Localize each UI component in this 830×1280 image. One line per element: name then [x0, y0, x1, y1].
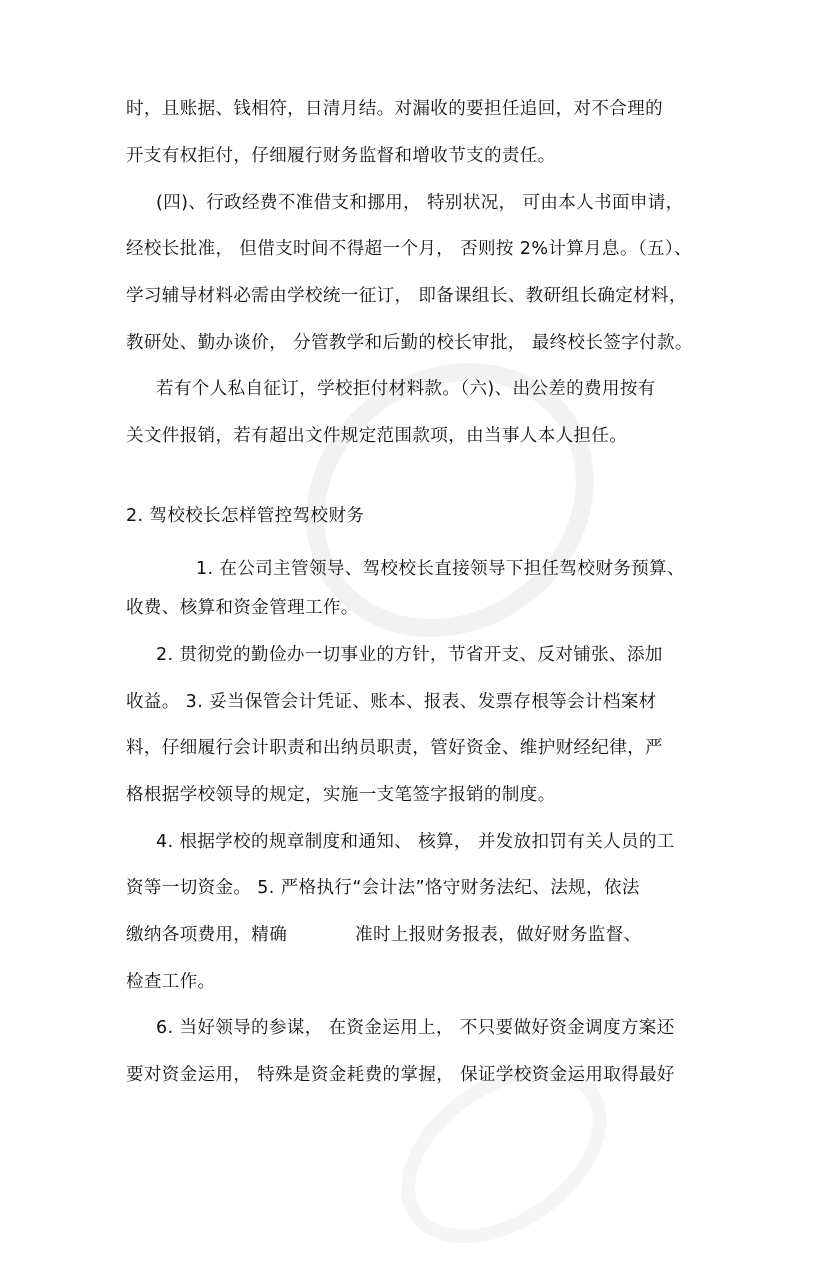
text-line-13: 收益。 3. 妥当保管会计凭证、账本、报表、发票存根等会计档案材 — [126, 692, 657, 712]
text-line-20: 6. 当好领导的参谋， 在资金运用上， 不只要做好资金调度方案还 — [156, 1018, 675, 1038]
text-line-5: 学习辅导材料必需由学校统一征订， 即备课组长、教研组长确定材料， — [126, 286, 687, 306]
text-line-3: (四)、行政经费不准借支和挪用， 特别状况， 可由本人书面申请， — [156, 193, 684, 213]
text-line-18-part-2: 准时上报财务报表，做好财务监督、 — [355, 925, 642, 945]
text-line-8: 关文件报销，若有超出文件规定范围款项，由当事人本人担任。 — [126, 426, 628, 446]
text-line-18 — [126, 922, 642, 948]
text-line-19: 检查工作。 — [126, 972, 216, 992]
text-line-17: 资等一切资金。 5. 严格执行“会计法”恪守财务法纪、法规，依法 — [126, 878, 640, 898]
text-line-15: 格根据学校领导的规定，实施一支笔签字报销的制度。 — [126, 785, 556, 805]
text-line-4: 经校长批准， 但借支时间不得超一个月， 否则按 2%计算月息。（五）、 — [126, 239, 692, 259]
text-line-21: 要对资金运用， 特殊是资金耗费的掌握， 保证学校资金运用取得最好 — [126, 1065, 675, 1085]
text-line-2: 开支有权拒付，仔细履行财务监督和增收节支的责任。 — [126, 146, 556, 166]
text-line-10: 1. 在公司主管领导、驾校校长直接领导下担任驾校财务预算、 — [196, 559, 685, 579]
text-line-16: 4. 根据学校的规章制度和通知、 核算， 并发放扣罚有关人员的工 — [156, 832, 675, 852]
text-line-6: 教研处、勤办谈价， 分管教学和后勤的校长审批， 最终校长签字付款。 — [126, 333, 693, 353]
text-line-14: 料，仔细履行会计职责和出纳员职责，管好资金、维护财经纪律，严 — [126, 738, 663, 758]
watermark-stamp — [253, 307, 648, 692]
text-line-1: 时，且账据、钱相符，日清月结。对漏收的要担任追回，对不合理的 — [126, 99, 663, 119]
text-line-12: 2. 贯彻党的勤俭办一切事业的方针，节省开支、反对铺张、添加 — [156, 645, 663, 665]
text-line-18-part-1: 缴纳各项费用，精确 — [126, 925, 288, 945]
text-line-11: 收费、核算和资金管理工作。 — [126, 598, 359, 618]
section-heading: 2. 驾校校长怎样管控驾校财务 — [126, 506, 365, 526]
text-line-7: 若有个人私自征订，学校拒付材料款。（六)、出公差的费用按有 — [156, 379, 656, 399]
